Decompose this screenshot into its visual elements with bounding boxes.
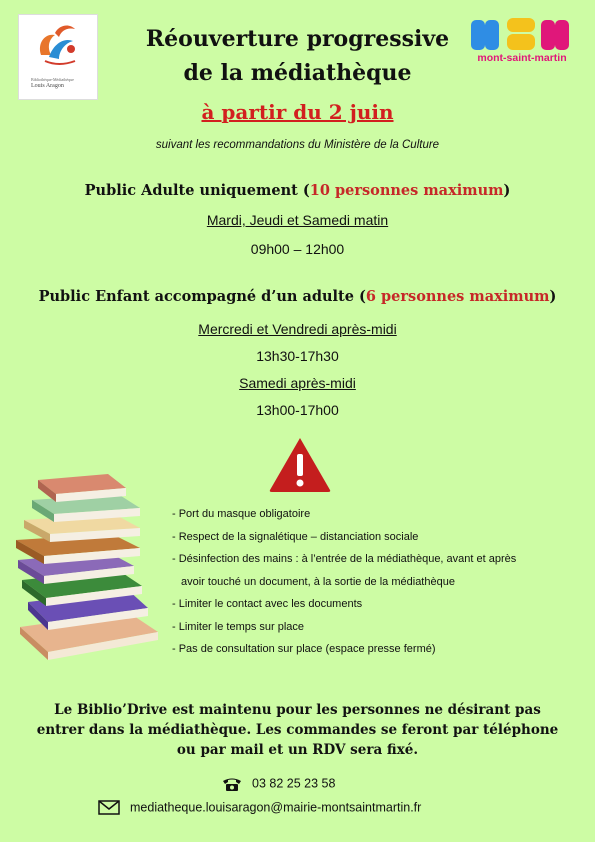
child-hours-weekday: 13h30-17h30: [256, 348, 339, 364]
books-stack-icon: [8, 462, 168, 662]
list-item: - Respect de la signalétique – distanciation sociale: [172, 530, 419, 543]
child-hours-saturday: 13h00-17h00: [256, 402, 339, 418]
email-address[interactable]: mediatheque.louisaragon@mairie-montsaintmartin.fr: [130, 800, 422, 815]
envelope-icon: [98, 800, 120, 815]
phone-icon: [222, 777, 242, 791]
library-logo-line1: Bibliothèque-Médiathèque: [31, 77, 74, 82]
city-logo-text: mont-saint-martin: [477, 52, 567, 64]
page-title-line2: de la médiathèque: [183, 60, 412, 86]
list-item: - Limiter le contact avec les documents: [172, 598, 363, 610]
list-item: - Pas de consultation sur place (espace presse fermé): [172, 643, 436, 655]
list-item: - Désinfection des mains : à l’entrée de la médiathèque, avant et après: [172, 553, 517, 565]
reopening-date: à partir du 2 juin: [201, 100, 394, 124]
page-title-line1: Réouverture progressive: [145, 26, 450, 52]
adult-hours: 09h00 – 12h00: [250, 241, 345, 257]
list-item: - Limiter le temps sur place: [172, 620, 305, 633]
adult-days: [0, 212, 595, 228]
list-item: - Port du masque obligatoire: [172, 508, 311, 520]
child-heading: [0, 288, 595, 305]
biblio-drive-notice: Le Biblio’Drive est maintenu pour les personnes ne désirant pas entrer dans la médiathèque. Les commandes se feront par téléphone ou par mail et un RDV sera fixé.: [36, 702, 559, 758]
list-item: avoir touché un document, à la sortie de la médiathèque: [181, 575, 455, 588]
phone-number[interactable]: 03 82 25 23 58: [252, 776, 336, 791]
adult-heading-text: Public Adulte uniquement (: [84, 182, 310, 199]
adult-days-text: Mardi, Jeudi et Samedi matin: [206, 212, 389, 228]
warning-icon: [268, 436, 332, 494]
child-days-weekday-text: Mercredi et Vendredi après-midi: [198, 321, 397, 337]
adult-capacity: 10 personnes maximum: [309, 182, 504, 199]
recommendation-note: suivant les recommandations du Ministère de la Culture: [155, 139, 440, 151]
child-days-weekday: [0, 321, 595, 337]
child-heading-end: ): [549, 288, 557, 305]
email-contact: [98, 800, 421, 815]
adult-heading: [0, 182, 595, 199]
child-days-saturday: [0, 375, 595, 391]
child-capacity: 6 personnes maximum: [365, 288, 550, 305]
phone-contact: [222, 776, 335, 791]
adult-heading-end: ): [503, 182, 511, 199]
child-heading-text: Public Enfant accompagné d’un adulte (: [38, 288, 366, 305]
rules-list: [172, 503, 582, 661]
library-logo-line2: Louis Aragon: [31, 83, 64, 89]
child-days-saturday-text: Samedi après-midi: [239, 375, 356, 391]
